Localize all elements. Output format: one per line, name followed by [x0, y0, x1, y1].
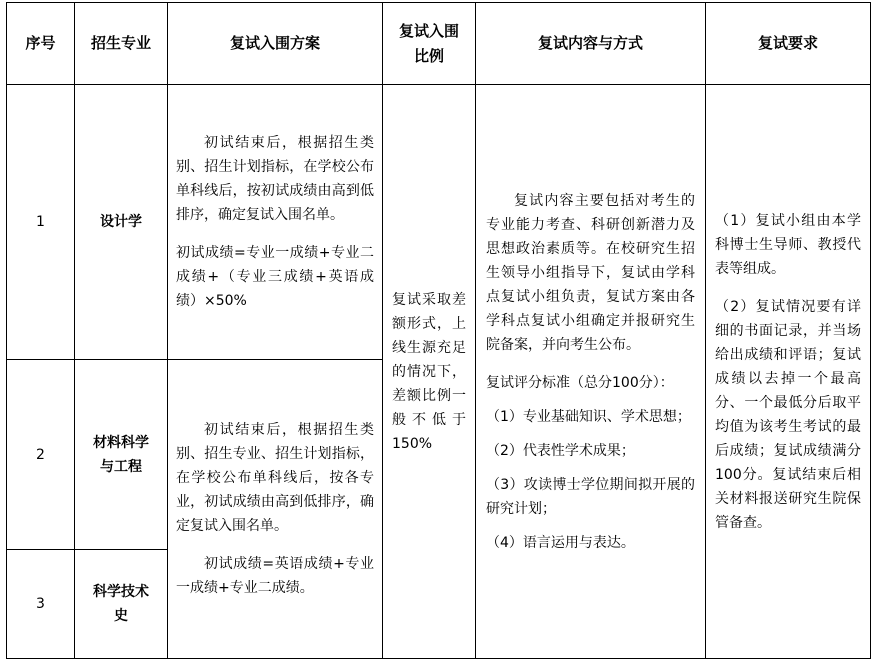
row2-major — [75, 360, 168, 550]
row3-major-line1: 科学技术 — [93, 584, 149, 600]
header-content: 复试内容与方式 — [476, 3, 706, 85]
content-item-3: （3）攻读博士学位期间拟开展的研究计划； — [486, 476, 695, 517]
requirement-cell — [706, 85, 871, 659]
content-item-1: （1）专业基础知识、学术思想； — [486, 408, 691, 425]
row2-major-line2: 与工程 — [100, 458, 142, 475]
row3-major — [75, 550, 168, 659]
row1-plan — [168, 85, 383, 360]
row3-seq: 3 — [7, 550, 75, 659]
row2-plan-text: 初试结束后，根据招生类别、招生专业、招生计划指标，在学校公布单科线后，按各专业，初试成绩由高到低排序，确定复试入围名单。 — [176, 422, 374, 534]
requirement-1: （1）复试小组由本学科博士生导师、教授代表等组成。 — [715, 212, 861, 277]
row2-plan — [168, 360, 383, 659]
ratio-cell — [383, 85, 476, 659]
header-ratio — [383, 3, 476, 85]
row2-plan-formula: 初试成绩=英语成绩+专业一成绩+专业二成绩。 — [176, 556, 374, 596]
row1-seq: 1 — [7, 85, 75, 360]
admission-table — [6, 2, 871, 659]
row1-plan-text: 初试结束后，根据招生类别、招生计划指标，在学校公布单科线后，按初试成绩由高到低排序，确定复试入围名单。 — [176, 135, 374, 223]
content-item-2: （2）代表性学术成果； — [486, 442, 635, 459]
content-intro: 复试内容主要包括对考生的专业能力考查、科研创新潜力及思想政治素质等。在校研究生招生领导小组指导下，复试由学科点复试小组负责，复试方案由各学科点复试小组确定并报研究生院备案，并向考生公布。 — [486, 192, 695, 353]
header-plan: 复试入围方案 — [168, 3, 383, 85]
header-requirement: 复试要求 — [706, 3, 871, 85]
requirement-2: （2）复试情况要有详细的书面记录，并当场给出成绩和评语；复试成绩以去掉一个最高分、一个最低分后取平均值为该考生考试的最后成绩；复试成绩满分100分。复试结束后相关材料报送研究生院保管备查。 — [715, 298, 861, 531]
header-ratio-line1: 复试入围 — [398, 21, 459, 40]
row1-major: 设计学 — [75, 85, 168, 360]
table-row — [7, 85, 871, 360]
row2-major-line1: 材料科学 — [93, 434, 149, 451]
content-cell — [476, 85, 706, 659]
row1-plan-formula: 初试成绩=专业一成绩+专业二成绩+（专业三成绩+英语成绩）×50% — [176, 245, 374, 309]
ratio-text: 复试采取差额形式，上线生源充足的情况下，差额比例一般不低于150% — [392, 291, 466, 452]
row2-seq: 2 — [7, 360, 75, 550]
content-scoring-title: 复试评分标准（总分100分）： — [486, 374, 674, 391]
admission-table-container — [6, 2, 870, 658]
header-major: 招生专业 — [75, 3, 168, 85]
table-header-row — [7, 3, 871, 85]
header-seq: 序号 — [7, 3, 75, 85]
content-item-4: （4）语言运用与表达。 — [486, 534, 635, 551]
row3-major-line2: 史 — [114, 608, 128, 624]
header-ratio-line2: 比例 — [413, 46, 444, 65]
